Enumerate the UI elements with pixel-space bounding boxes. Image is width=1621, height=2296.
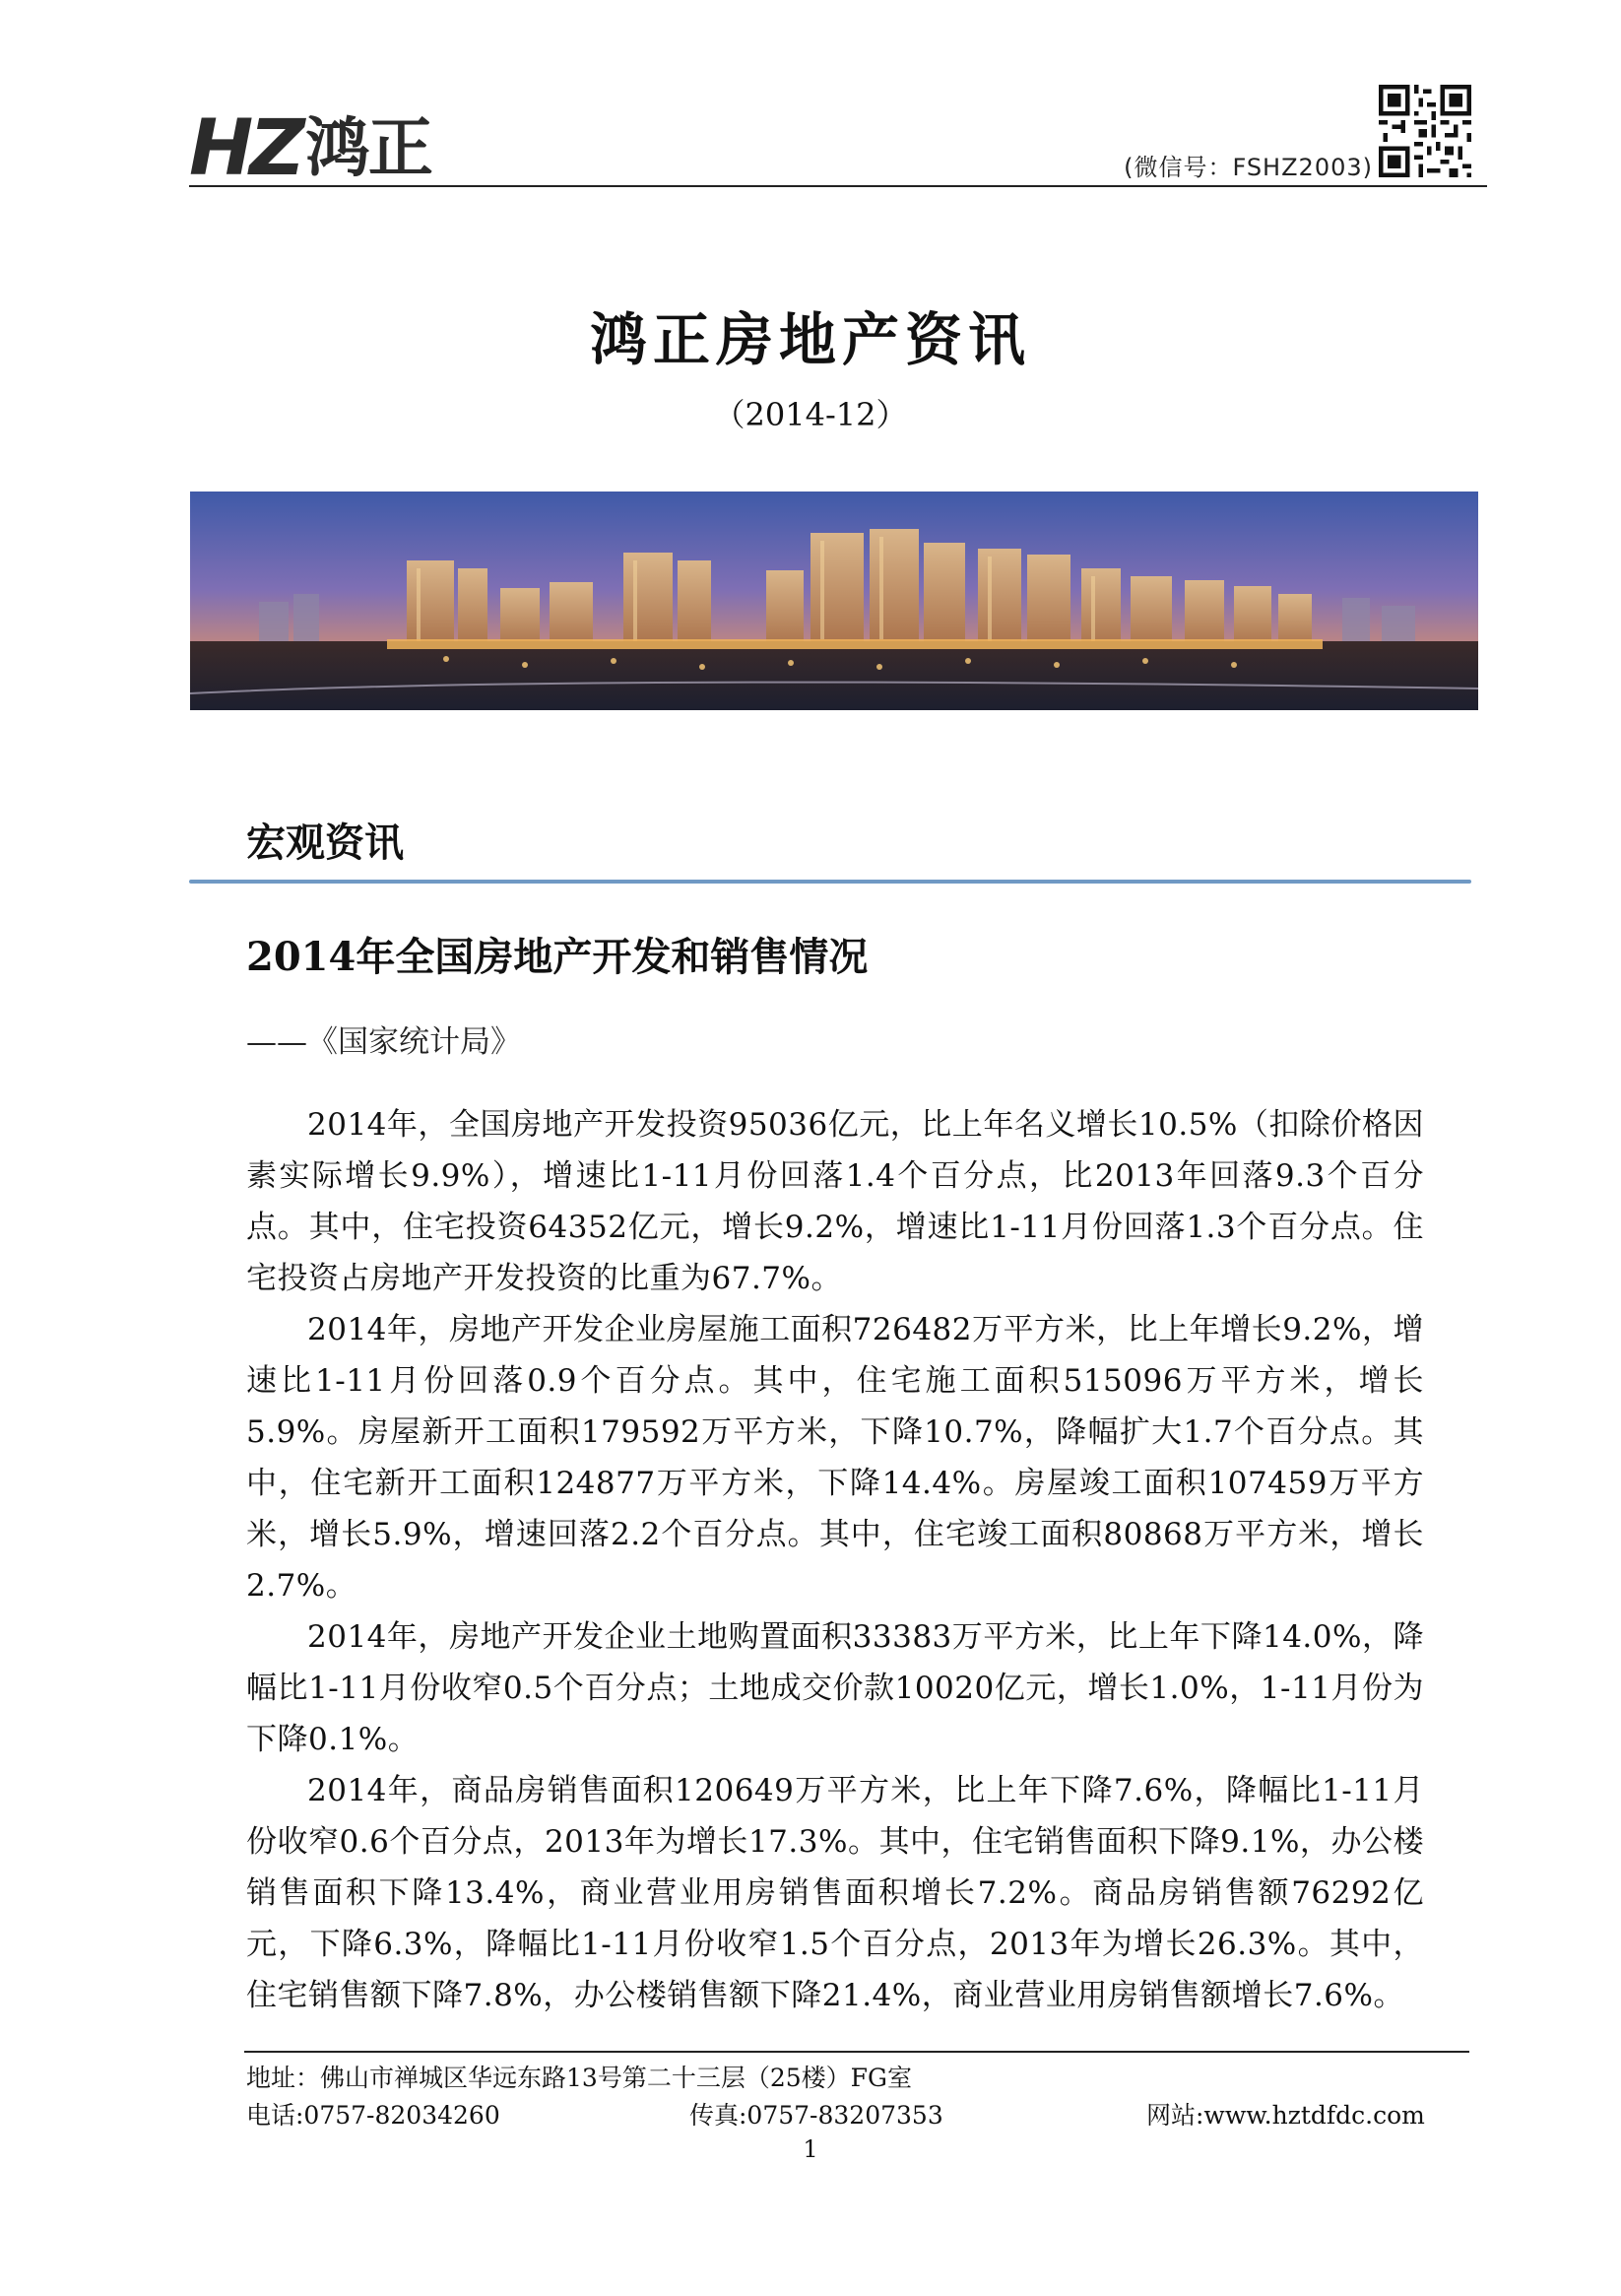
article-body bbox=[246, 1099, 1424, 2021]
article-title: 2014年全国房地产开发和销售情况 bbox=[246, 934, 869, 980]
logo-chinese-name: 鸿正 bbox=[304, 110, 431, 186]
page-number: 1 bbox=[803, 2135, 818, 2163]
cityscape-banner-image bbox=[190, 492, 1478, 710]
paragraph: 2014年，房地产开发企业土地购置面积33383万平方米，比上年下降14.0%，降幅比1-11月份收窄0.5个百分点；土地成交价款10020亿元，增长1.0%，1-11月份为下降0.1%。 bbox=[246, 1619, 1424, 1757]
header-divider bbox=[189, 185, 1487, 187]
paragraph: 2014年，商品房销售面积120649万平方米，比上年下降7.6%，降幅比1-11月份收窄0.6个百分点，2013年为增长17.3%。其中，住宅销售面积下降9.1%，办公楼销售面积下降13.4%，商业营业用房销售面积增长7.2%。商品房销售额76292亿元，下降6.3%，降幅比1-11月份收窄1.5个百分点，2013年为增长26.3%。其中，住宅销售额下降7.8%，办公楼销售额下降21.4%，商业营业用房销售额增长7.6%。 bbox=[246, 1773, 1424, 2013]
paragraph: 2014年，房地产开发企业房屋施工面积726482万平方米，比上年增长9.2%，增速比1-11月份回落0.9个百分点。其中，住宅施工面积515096万平方米，增长5.9%。房屋新开工面积179592万平方米，下降10.7%，降幅扩大1.7个百分点。其中，住宅新开工面积124877万平方米，下降14.4%。房屋竣工面积107459万平方米，增长5.9%，增速回落2.2个百分点。其中，住宅竣工面积80868万平方米，增长2.7%。 bbox=[246, 1312, 1424, 1604]
section-divider bbox=[189, 880, 1471, 884]
article-source: ——《国家统计局》 bbox=[246, 1024, 521, 1060]
footer-fax: 传真:0757-83207353 bbox=[689, 2101, 943, 2130]
footer-divider bbox=[244, 2051, 1469, 2053]
qr-code-icon bbox=[1379, 85, 1471, 177]
paragraph: 2014年，全国房地产开发投资95036亿元，比上年名义增长10.5%（扣除价格因素实际增长9.9%），增速比1-11月份回落1.4个百分点，比2013年回落9.3个百分点。其中，住宅投资64352亿元，增长9.2%，增速比1-11月份回落1.3个百分点。住宅投资占房地产开发投资的比重为67.7%。 bbox=[246, 1107, 1424, 1296]
footer-phone: 电话:0757-82034260 bbox=[246, 2101, 500, 2130]
section-title: 宏观资讯 bbox=[246, 820, 404, 866]
company-logo bbox=[189, 106, 485, 191]
logo-letters: HZ bbox=[189, 104, 301, 193]
newsletter-title: 鸿正房地产资讯 bbox=[589, 306, 1031, 373]
footer-address: 地址：佛山市禅城区华远东路13号第二十三层（25楼）FG室 bbox=[246, 2064, 912, 2092]
wechat-id: (微信号：FSHZ2003) bbox=[1124, 154, 1373, 181]
footer-website: 网站:www.hztdfdc.com bbox=[1146, 2101, 1425, 2130]
issue-date: （2014-12） bbox=[713, 396, 908, 433]
